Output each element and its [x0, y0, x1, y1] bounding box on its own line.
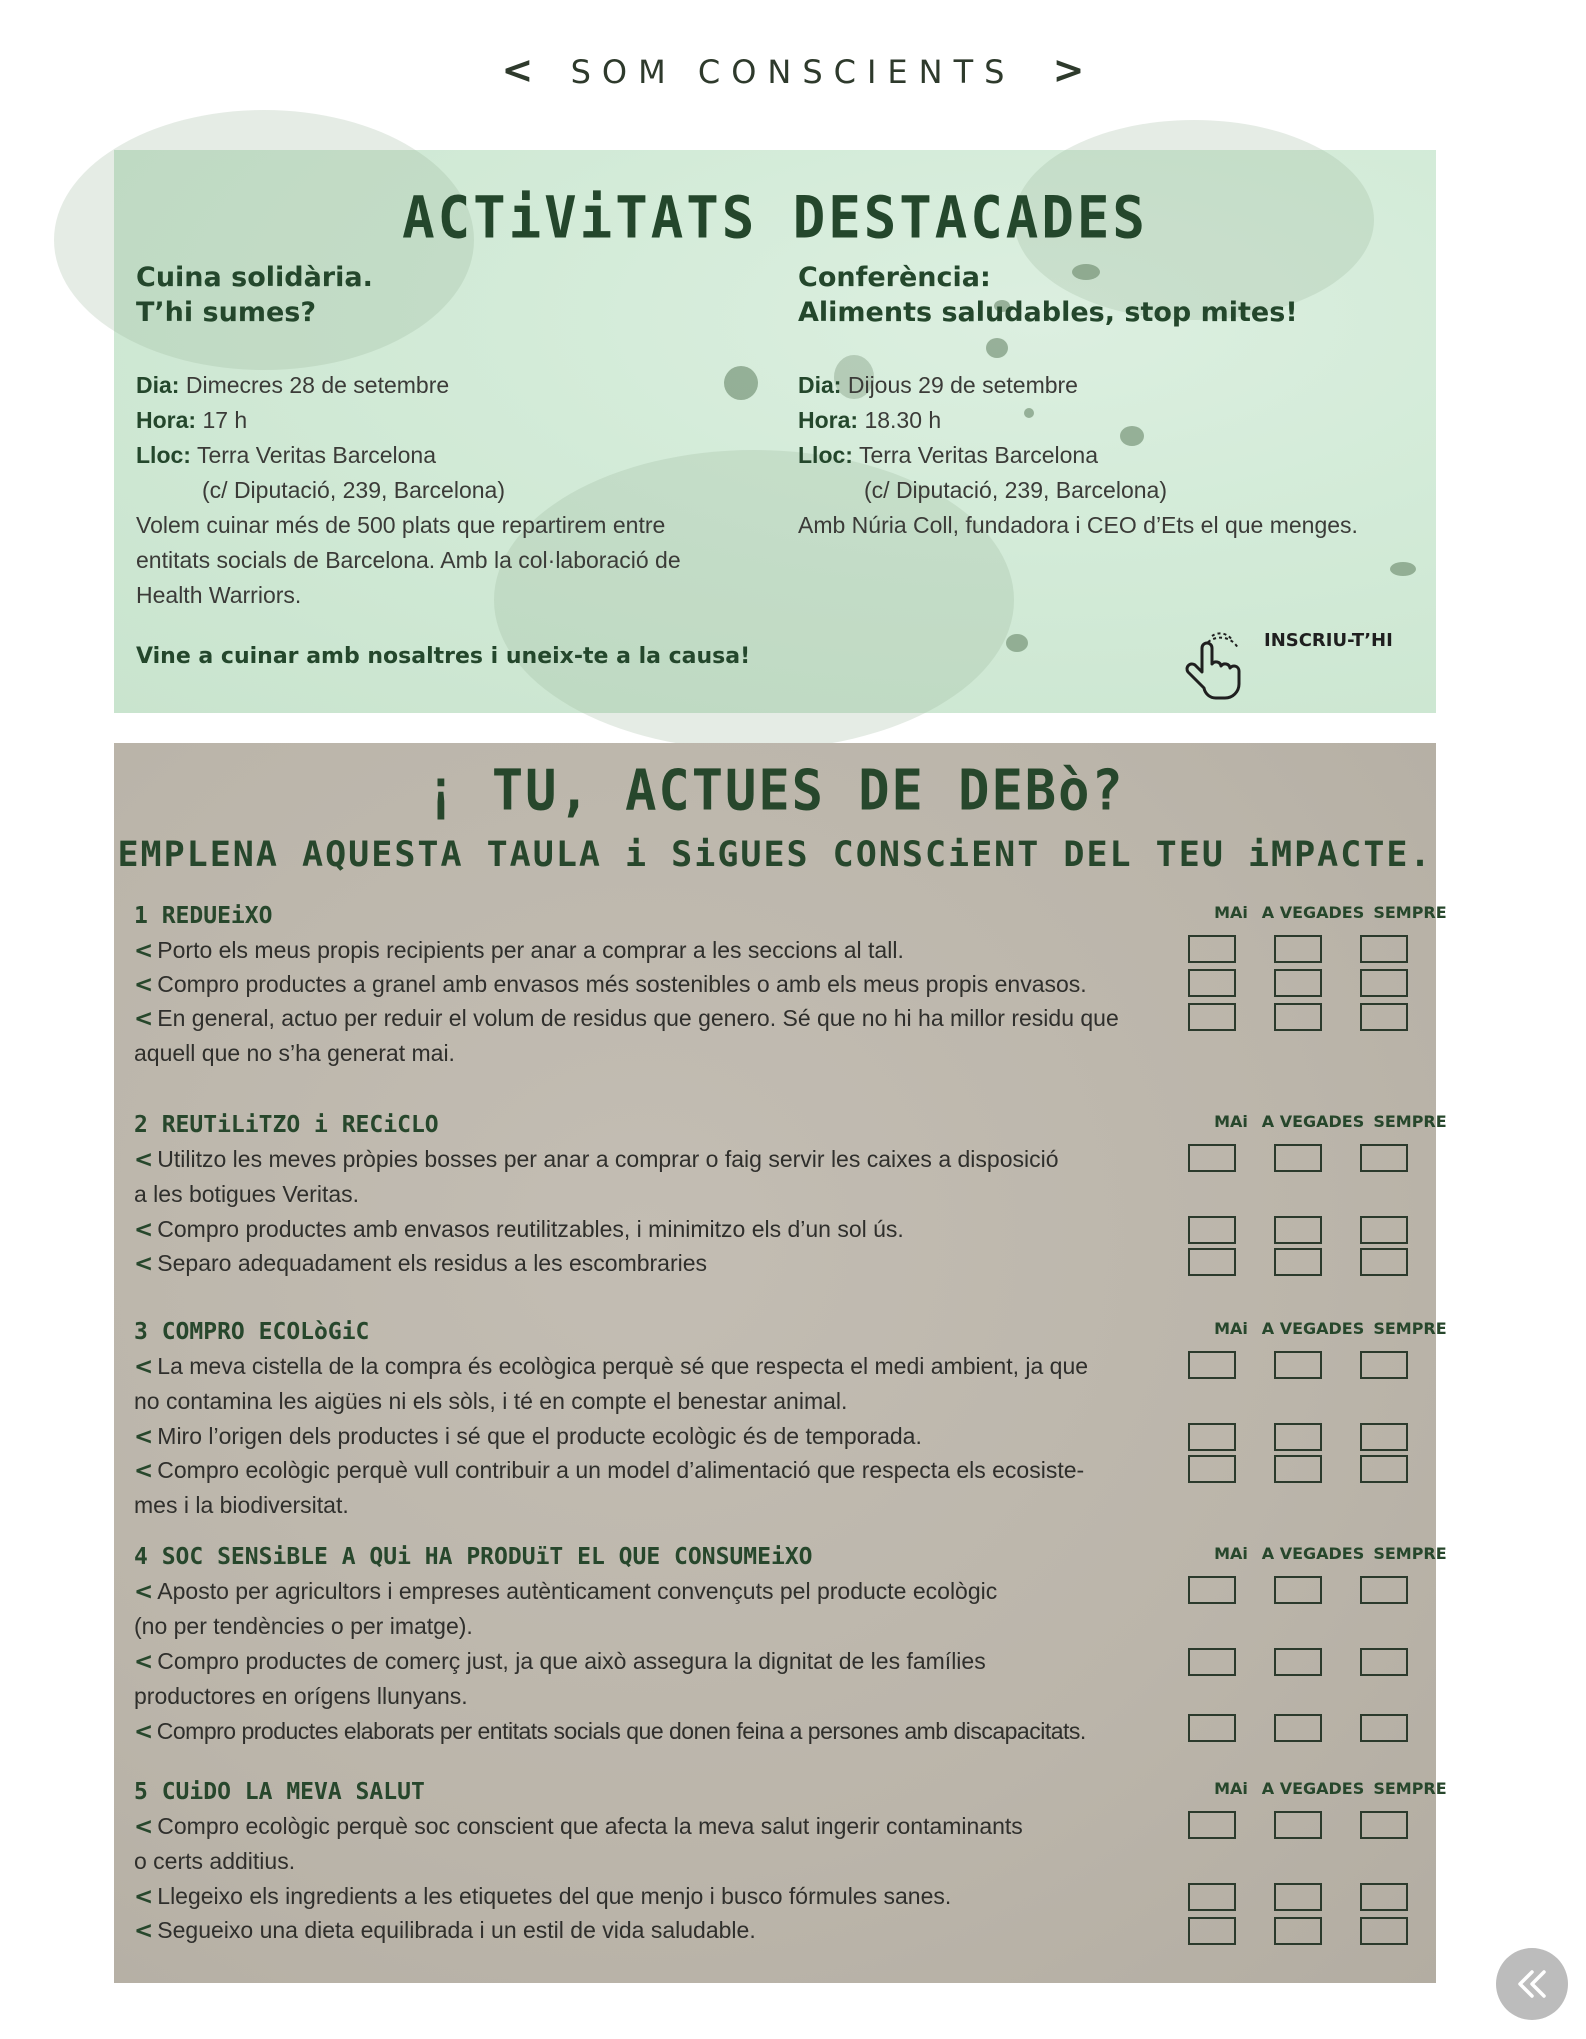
event-description-line: entitats socials de Barcelona. Amb la col·laboració de [136, 547, 681, 573]
column-sometimes: A VEGADES [1261, 1319, 1365, 1338]
survey-item: < Compro productes elaborats per entitats socials que donen feina a persones amb discapacitats. [134, 1718, 1086, 1745]
survey-subtitle: EMPLENA AQUESTA TAULA i SiGUES CONSCiENT DEL TEU iMPACTE. [117, 835, 1433, 875]
event-details: Dia: Dimecres 28 de setembre Hora: 17 h Lloc: Terra Veritas Barcelona (c/ Diputació, 239, Barcelona) Volem cuinar més de 500 plats que repartirem entre entitats socials de Barcelona. Amb la col·laboració de Health Warriors. [136, 368, 756, 613]
checkbox-always[interactable] [1360, 1917, 1408, 1945]
checkbox-never[interactable] [1188, 1144, 1236, 1172]
checkbox-sometimes[interactable] [1274, 1883, 1322, 1911]
checkbox-never[interactable] [1188, 969, 1236, 997]
checkbox-never[interactable] [1188, 1248, 1236, 1276]
answer-column-labels [1208, 1108, 1448, 1138]
chevron-left-icon: < [501, 48, 534, 92]
checkbox-always[interactable] [1360, 1576, 1408, 1604]
section-heading: 4 SOC SENSiBLE A QUi HA PRODUïT EL QUE CONSUMEiXO [134, 1544, 813, 1570]
chevron-right-icon: > [1052, 48, 1085, 92]
event-call-to-action: Vine a cuinar amb nosaltres i uneix-te a la causa! [136, 644, 751, 669]
checkbox-sometimes[interactable] [1274, 1917, 1322, 1945]
event-description-line: Amb Núria Coll, fundadora i CEO d’Ets el que menges. [798, 512, 1358, 538]
checkbox-always[interactable] [1360, 1811, 1408, 1839]
survey-item: < Segueixo una dieta equilibrada i un estil de vida saludable. [134, 1917, 756, 1944]
checkbox-sometimes[interactable] [1274, 1576, 1322, 1604]
event-address: (c/ Diputació, 239, Barcelona) [202, 477, 505, 503]
checkbox-sometimes[interactable] [1274, 1811, 1322, 1839]
checkbox-never[interactable] [1188, 1714, 1236, 1742]
survey-item: < Compro ecològic perquè vull contribuir a un model d’alimentació que respecta els ecosiste- mes i la biodiversitat. [134, 1457, 1085, 1518]
checkbox-always[interactable] [1360, 1144, 1408, 1172]
survey-item: < Separo adequadament els residus a les escombraries [134, 1250, 708, 1277]
checkbox-always[interactable] [1360, 1455, 1408, 1483]
survey-item: < Miro l’origen dels productes i sé que el producte ecològic és de temporada. [134, 1423, 922, 1450]
event-title: Cuina solidària. T’hi sumes? [136, 262, 373, 328]
survey-section-reuse [134, 1108, 1447, 1288]
checkbox-never[interactable] [1188, 1883, 1236, 1911]
checkbox-sometimes[interactable] [1274, 1248, 1322, 1276]
column-never: MAi [1214, 1112, 1248, 1131]
event-details: Dia: Dijous 29 de setembre Hora: 18.30 h Lloc: Terra Veritas Barcelona (c/ Diputació, 239, Barcelona) Amb Núria Coll, fundadora i CEO d’Ets el que menges. [798, 368, 1418, 543]
column-always: SEMPRE [1373, 1544, 1447, 1563]
survey-item: < Compro ecològic perquè soc conscient que afecta la meva salut ingerir contaminants o certs additius. [134, 1813, 1023, 1874]
checkbox-never[interactable] [1188, 1455, 1236, 1483]
checkbox-always[interactable] [1360, 1423, 1408, 1451]
survey-item: < Porto els meus propis recipients per anar a comprar a les seccions al tall. [134, 937, 904, 964]
checkbox-always[interactable] [1360, 1714, 1408, 1742]
column-never: MAi [1214, 1779, 1248, 1798]
checkbox-never[interactable] [1188, 1003, 1236, 1031]
column-never: MAi [1214, 1319, 1248, 1338]
event-place: Terra Veritas Barcelona [196, 442, 437, 468]
checkbox-always[interactable] [1360, 1648, 1408, 1676]
answer-column-labels [1208, 1775, 1448, 1805]
signup-label[interactable]: INSCRIU-T’HI [1264, 630, 1393, 651]
double-chevron-left-icon [1512, 1964, 1552, 2004]
column-sometimes: A VEGADES [1261, 903, 1365, 922]
survey-section-health [134, 1775, 1447, 1955]
checkbox-always[interactable] [1360, 1351, 1408, 1379]
column-always: SEMPRE [1373, 903, 1447, 922]
checkbox-always[interactable] [1360, 1216, 1408, 1244]
survey-section-organic [134, 1315, 1447, 1535]
checkbox-always[interactable] [1360, 1883, 1408, 1911]
column-never: MAi [1214, 1544, 1248, 1563]
checkbox-sometimes[interactable] [1274, 1455, 1322, 1483]
survey-item: < Compro productes de comerç just, ja que això assegura la dignitat de les famílies productores en orígens llunyans. [134, 1648, 986, 1709]
activities-panel [114, 150, 1436, 713]
event-time: 17 h [202, 407, 248, 433]
checkbox-never[interactable] [1188, 935, 1236, 963]
checkbox-sometimes[interactable] [1274, 1714, 1322, 1742]
checkbox-never[interactable] [1188, 1216, 1236, 1244]
answer-column-labels [1208, 899, 1448, 929]
survey-section-producers [134, 1540, 1447, 1745]
page-header [0, 48, 1586, 92]
event-description-line: Volem cuinar més de 500 plats que repartirem entre [136, 512, 666, 538]
checkbox-never[interactable] [1188, 1351, 1236, 1379]
event-description-line: Health Warriors. [136, 582, 302, 608]
survey-item: < La meva cistella de la compra és ecològica perquè sé que respecta el medi ambient, ja que no contamina les aigües ni els sòls, i té en compte el benestar animal. [134, 1353, 1089, 1414]
column-sometimes: A VEGADES [1261, 1112, 1365, 1131]
column-always: SEMPRE [1373, 1779, 1447, 1798]
ink-blot [1390, 562, 1416, 576]
survey-item: < En general, actuo per reduir el volum de residus que genero. Sé que no hi ha millor residu que aquell que no s’ha generat mai. [134, 1005, 1119, 1066]
checkbox-sometimes[interactable] [1274, 1216, 1322, 1244]
checkbox-sometimes[interactable] [1274, 1423, 1322, 1451]
checkbox-sometimes[interactable] [1274, 1003, 1322, 1031]
event-day: Dimecres 28 de setembre [185, 372, 450, 398]
checkbox-always[interactable] [1360, 935, 1408, 963]
checkbox-sometimes[interactable] [1274, 1351, 1322, 1379]
tap-hand-icon [1174, 626, 1254, 706]
section-heading: 5 CUiDO LA MEVA SALUT [134, 1779, 425, 1805]
section-heading: 2 REUTiLiTZO i RECiCLO [134, 1112, 439, 1138]
column-always: SEMPRE [1373, 1319, 1447, 1338]
survey-section-reduce [134, 899, 1447, 1079]
event-title: Conferència: Aliments saludables, stop mites! [798, 262, 1298, 328]
event-conference [798, 260, 1418, 543]
survey-item: < Aposto per agricultors i empreses autènticament convençuts pel producte ecològic (no per tendències o per imatge). [134, 1578, 998, 1639]
column-sometimes: A VEGADES [1261, 1779, 1365, 1798]
checkbox-sometimes[interactable] [1274, 969, 1322, 997]
signup-link[interactable] [1174, 626, 1414, 706]
checkbox-never[interactable] [1188, 1917, 1236, 1945]
answer-column-labels [1208, 1315, 1448, 1345]
survey-title: ¡ TU, ACTUES DE DEBò? [425, 758, 1125, 824]
survey-panel [114, 743, 1447, 1983]
checkbox-sometimes[interactable] [1274, 1144, 1322, 1172]
checkbox-never[interactable] [1188, 1648, 1236, 1676]
survey-item: < Compro productes amb envasos reutilitzables, i minimitzo els d’un sol ús. [134, 1216, 904, 1243]
checkbox-always[interactable] [1360, 1003, 1408, 1031]
section-title: SOM CONSCIENTS [570, 53, 1016, 91]
answer-column-labels [1208, 1540, 1448, 1570]
event-time: 18.30 h [864, 407, 942, 433]
event-address: (c/ Diputació, 239, Barcelona) [864, 477, 1167, 503]
survey-item: < Llegeixo els ingredients a les etiquetes del que menjo i busco fórmules sanes. [134, 1883, 952, 1910]
activities-title: ACTiViTATS DESTACADES [402, 183, 1148, 252]
checkbox-always[interactable] [1360, 1248, 1408, 1276]
checkbox-never[interactable] [1188, 1423, 1236, 1451]
checkbox-never[interactable] [1188, 1576, 1236, 1604]
survey-item: < Utilitzo les meves pròpies bosses per anar a comprar o faig servir les caixes a disposició a les botigues Veritas. [134, 1146, 1059, 1207]
back-button[interactable] [1496, 1948, 1568, 2020]
survey-item: < Compro productes a granel amb envasos més sostenibles o amb els meus propis envasos. [134, 971, 1087, 998]
column-always: SEMPRE [1373, 1112, 1447, 1131]
event-day: Dijous 29 de setembre [847, 372, 1078, 398]
section-heading: 3 COMPRO ECOLòGiC [134, 1319, 370, 1345]
event-cooking [136, 260, 756, 613]
column-sometimes: A VEGADES [1261, 1544, 1365, 1563]
section-heading: 1 REDUEiXO [134, 903, 273, 929]
event-place: Terra Veritas Barcelona [858, 442, 1099, 468]
ink-blot [1006, 634, 1028, 652]
checkbox-sometimes[interactable] [1274, 935, 1322, 963]
column-never: MAi [1214, 903, 1248, 922]
checkbox-never[interactable] [1188, 1811, 1236, 1839]
checkbox-always[interactable] [1360, 969, 1408, 997]
checkbox-sometimes[interactable] [1274, 1648, 1322, 1676]
